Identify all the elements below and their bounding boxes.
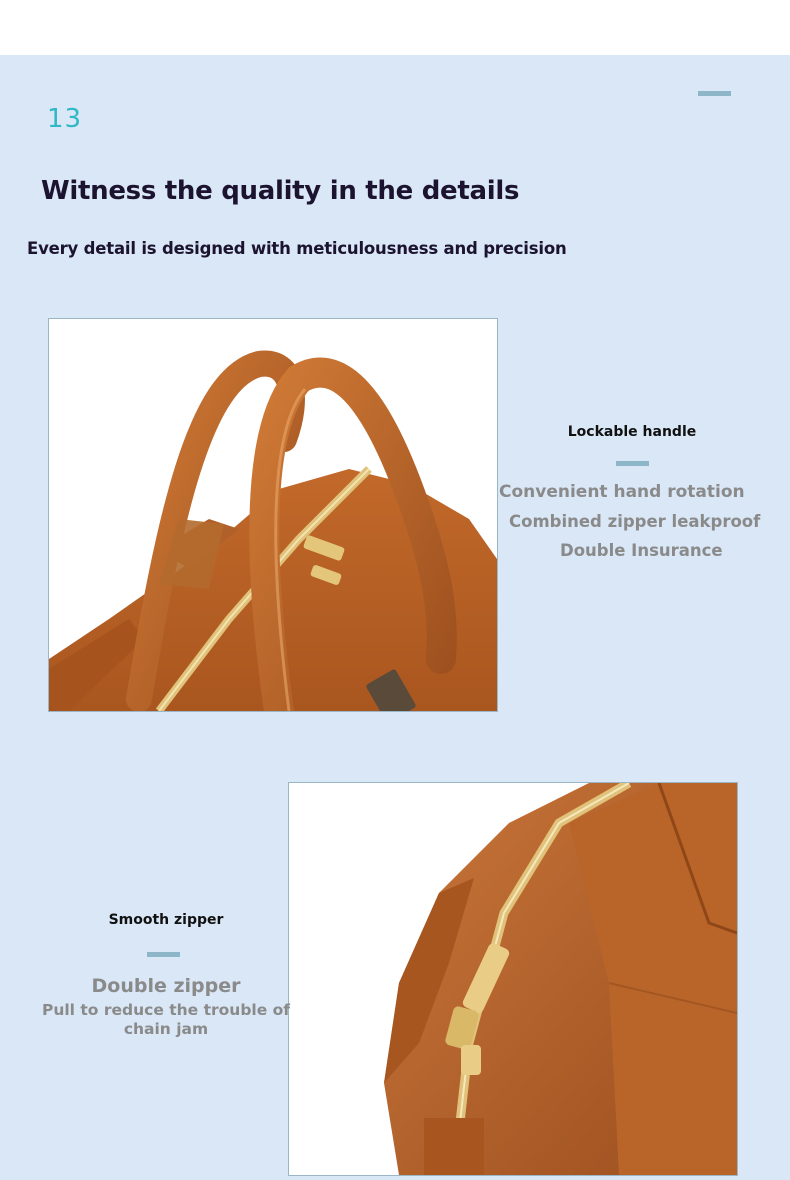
top-accent-bar xyxy=(698,91,731,96)
feature-heading-zipper: Smooth zipper xyxy=(108,912,224,928)
page-title: Witness the quality in the details xyxy=(41,176,520,206)
feature-accent-bar xyxy=(616,461,649,466)
feature-line: Pull to reduce the trouble of chain jam xyxy=(41,1001,291,1038)
feature-accent-bar xyxy=(147,952,180,957)
feature-line: Double Insurance xyxy=(560,541,723,560)
page-subtitle: Every detail is designed with meticulousness and precision xyxy=(27,239,567,258)
feature-line: Convenient hand rotation xyxy=(499,482,745,502)
feature-line: Double zipper xyxy=(91,975,241,997)
zipper-detail-photo xyxy=(288,782,738,1176)
feature-line: Combined zipper leakproof xyxy=(509,512,761,531)
handle-detail-photo xyxy=(48,318,498,712)
feature-heading-handle: Lockable handle xyxy=(567,424,697,440)
page-number: 13 xyxy=(47,104,83,134)
